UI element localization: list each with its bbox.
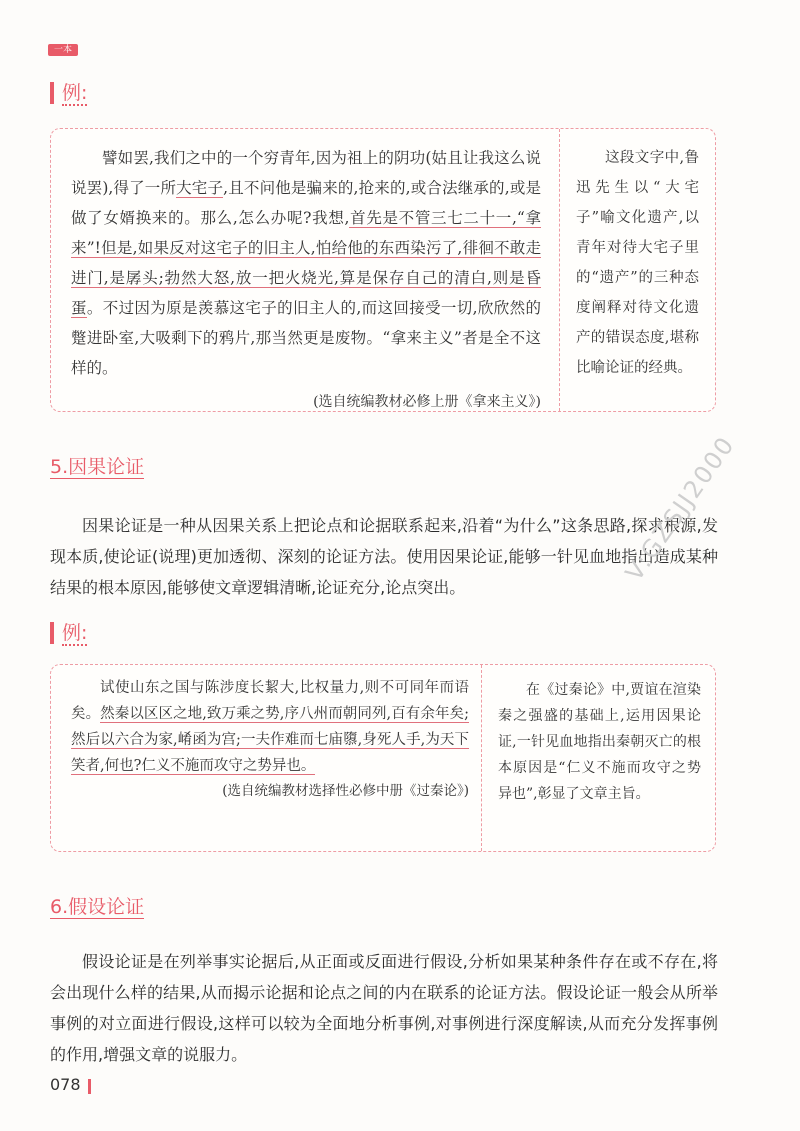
example-quote-1 [51,129,559,411]
section-paragraph-hypothesis: 假设论证是在列举事实论据后,从正面或反面进行假设,分析如果某种条件存在或不存在,将会出现什么样的结果,从而揭示论据和论点之间的内在联系的论证方法。假设论证一般会从所举事例的对立面进行假设,这样可以较为全面地分析事例,对事例进行深度解读,从而充分发挥事例的作用,增强文章的说服力。 [50,952,718,1064]
example-quote-2 [51,665,481,851]
example-box-2 [50,664,716,852]
example-label-1: 例: [50,82,87,104]
quote1-part2-underlined: 大宅子 [176,179,224,197]
example-comment-1: 这段文字中,鲁迅先生以“大宅子”喻文化遗产,以青年对待大宅子里的“遗产”的三种态度阐释对待文化遗产的错误态度,堪称比喻论证的经典。 [559,129,715,411]
quote1-part1: 譬如罢,我们之中的一个穷青年,因为祖上的阴功(姑且让我这么说说罢),得了一所 [71,149,541,197]
watermark-text: V:GZSJJ2000 [620,430,741,587]
example-comment-2: 在《过秦论》中,贾谊在渲染秦之强盛的基础上,运用因果论证,一针见血地指出秦朝灭亡的根本原因是“仁义不施而攻守之势异也”,彰显了文章主旨。 [481,665,715,851]
quote1-part4-underlined: 首先是不管三七二十一,“拿来”!但是,如果反对这宅子的旧主人,怕给他的东西染污了,徘徊不敢走进门,是孱头;勃然大怒,放一把火烧光,算是保存自己的清白,则是昏蛋 [71,209,541,317]
section-paragraph-causal: 因果论证是一种从因果关系上把论点和论据联系起来,沿着“为什么”这条思路,探求根源,发现本质,使论证(说理)更加透彻、深刻的论证方法。使用因果论证,能够一针见血地指出造成某种结果的根本原因,能够使文章逻辑清晰,论证充分,论点突出。 [50,516,718,597]
citation-2: (选自统编教材选择性必修中册《过秦论》) [222,783,469,799]
citation-1: (选自统编教材必修上册《拿来主义》) [313,394,541,410]
example-label-2: 例: [50,622,87,644]
quote1-part3: ,且不问他是骗来的,抢来的,或合法继承的,或是做了女婿换来的。那么,怎么办呢?我想, [71,179,541,227]
section-title-hypothesis: 6.假设论证 [50,896,145,918]
quote2-part1: 试使山东之国与陈涉度长絜大,比权量力,则不可同年而语矣。 [71,680,469,722]
book-tag: 一本 [48,44,78,56]
page-number-bar [88,1079,91,1094]
page-number: 078 [50,1075,81,1094]
section-title-causal: 5.因果论证 [50,456,145,478]
quote2-part2-underlined: 然秦以区区之地,致万乘之势,序八州而朝同列,百有余年矣;然后以六合为家,崤函为宫;一夫作难而七庙隳,身死人手,为天下笑者,何也?仁义不施而攻守之势异也。 [71,706,470,774]
example-box-1 [50,128,716,412]
quote1-part5: 。不过因为原是羡慕这宅子的旧主人的,而这回接受一切,欣欣然的蹩进卧室,大吸剩下的鸦片,那当然更是废物。“拿来主义”者是全不这样的。 [71,299,541,377]
